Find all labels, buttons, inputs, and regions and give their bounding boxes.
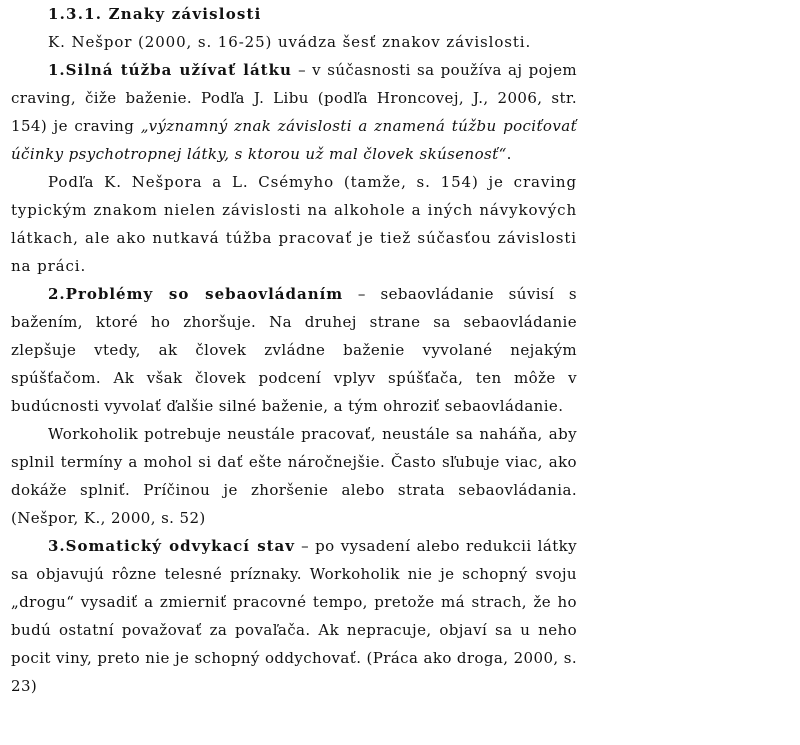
- section-heading: 1.3.1. Znaky závislosti: [48, 5, 262, 23]
- sign2-title: 2.Problémy so sebaovládaním: [48, 285, 344, 303]
- sign1-quote: „významný znak závislosti a znamená túžbu pociťovať účinky psychotropnej látky, s ktorou už mal človek skúsenosť“: [11, 117, 577, 163]
- craving-paragraph: Podľa K. Nešpora a L. Csémyho (tamže, s. 154) je craving typickým znakom nielen závislosti na alkohole a iných návykových látkach, ale ako nutkavá túžba pracovať je tiež súčasťou závislosti na práci.: [11, 173, 577, 275]
- document-page: [11, 0, 577, 700]
- intro-paragraph: K. Nešpor (2000, s. 16-25) uvádza šesť znakov závislosti.: [48, 33, 532, 51]
- sign3-paragraph: [11, 532, 577, 700]
- sign1-text-after: .: [506, 145, 512, 163]
- sign1-text-before: – v súčasnosti sa používa aj pojem craving, čiže baženie. Podľa J. Libu (podľa Hroncovej, J., 2006, str. 154) je craving: [11, 61, 578, 135]
- sign3-title: 3.Somatický odvykací stav: [48, 537, 295, 555]
- sign1-title: 1.Silná túžba užívať látku: [48, 61, 292, 79]
- sign2-text: – sebaovládanie súvisí s bažením, ktoré ho zhoršuje. Na druhej strane sa sebaovládanie zlepšuje vtedy, ak človek zvládne baženie vyvolané nejakým spúšťačom. Ak však človek podcení vplyv spúšťača, ten môže v budúcnosti vyvolať ďalšie silné baženie, a tým ohroziť sebaovládanie.: [11, 285, 577, 415]
- sign1-paragraph: [11, 56, 577, 168]
- sign2-paragraph: [11, 280, 577, 420]
- sign3-text: – po vysadení alebo redukcii látky sa objavujú rôzne telesné príznaky. Workoholik nie je schopný svoju „drogu“ vysadiť a zmierniť pracovné tempo, pretože má strach, že ho budú ostatní považovať za povaľača. Ak nepracuje, objaví sa u neho pocit viny, preto nie je schopný oddychovať. (Práca ako droga, 2000, s. 23): [11, 537, 577, 695]
- workoholik-paragraph: Workoholik potrebuje neustále pracovať, neustále sa naháňa, aby splnil termíny a mohol si dať ešte náročnejšie. Často sľubuje viac, ako dokáže splniť. Príčinou je zhoršenie alebo strata sebaovládania. (Nešpor, K., 2000, s. 52): [11, 425, 577, 527]
